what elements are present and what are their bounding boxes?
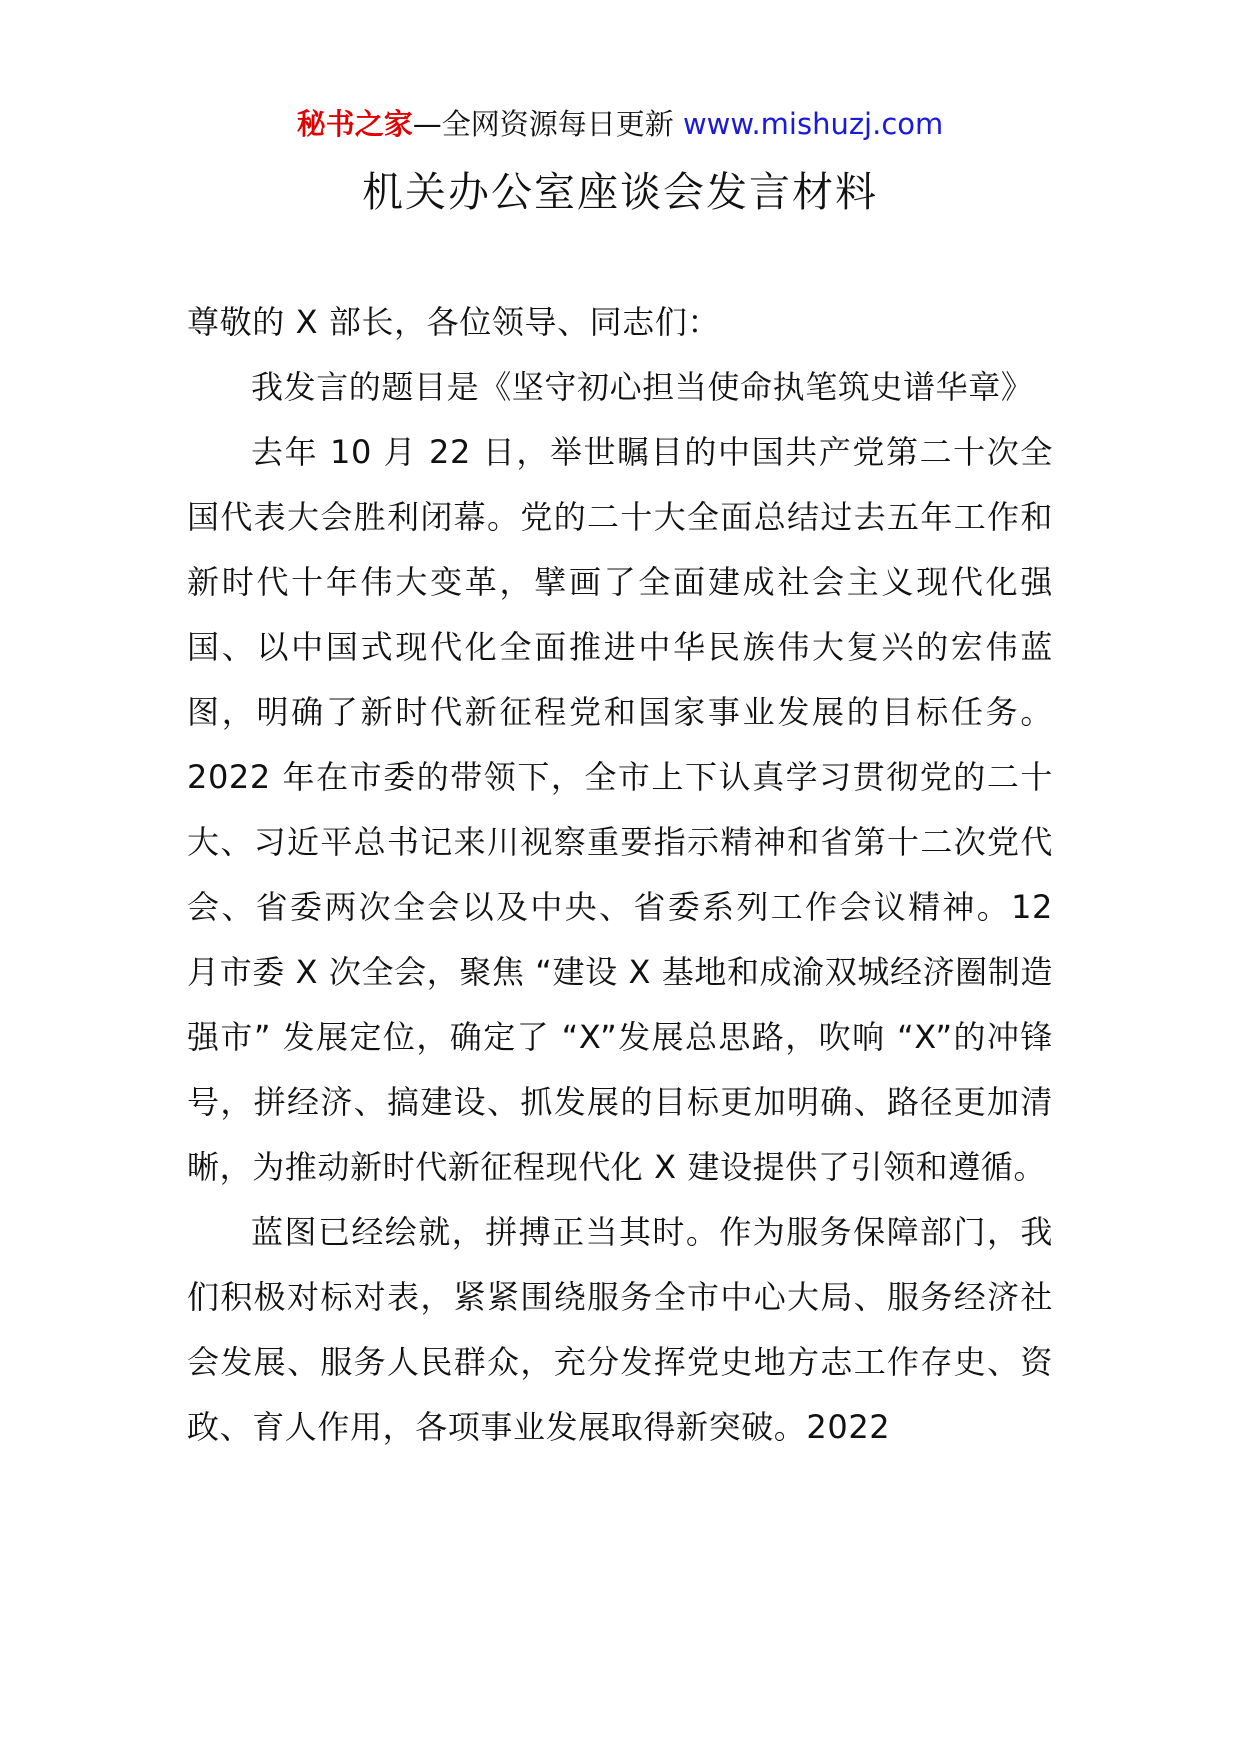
site-header — [0, 104, 1240, 144]
header-tagline: —全网资源每日更新 — [412, 107, 683, 141]
salutation-paragraph: 尊敬的 X 部长，各位领导、同志们： — [187, 303, 721, 341]
brand-name: 秘书之家 — [296, 107, 413, 141]
document-body — [187, 290, 1053, 1460]
body-paragraph: 蓝图已经绘就，拼搏正当其时。作为服务保障部门，我们积极对标对表，紧紧围绕服务全市中心大局、服务经济社会发展、服务人民群众，充分发挥党史地方志工作存史、资政、育人作用，各项事业发展取得新突破。2022 — [187, 1213, 1053, 1446]
document-title: 机关办公室座谈会发言材料 — [362, 168, 878, 216]
body-paragraph: 去年 10 月 22 日，举世瞩目的中国共产党第二十次全国代表大会胜利闭幕。党的二十大全面总结过去五年工作和新时代十年伟大变革，擘画了全面建成社会主义现代化强国、以中国式现代化全面推进中华民族伟大复兴的宏伟蓝图，明确了新时代新征程党和国家事业发展的目标任务。2022 年在市委的带领下，全市上下认真学习贯彻党的二十大、习近平总书记来川视察重要指示精神和省第十二次党代会、省委两次全会以及中央、省委系列工作会议精神。12 月市委 X 次全会，聚焦 “建设 X 基地和成渝双城经济圈制造强市” 发展定位，确定了 “X”发展总思路，吹响 “X”的冲锋号，拼经济、搞建设、抓发展的目标更加明确、路径更加清晰，为推动新时代新征程现代化 X 建设提供了引领和遵循。 — [187, 433, 1053, 1186]
site-url[interactable]: www.mishuzj.com — [682, 107, 944, 141]
speech-topic-paragraph: 我发言的题目是《坚守初心担当使命执笔筑史谱华章》 — [251, 368, 1034, 406]
